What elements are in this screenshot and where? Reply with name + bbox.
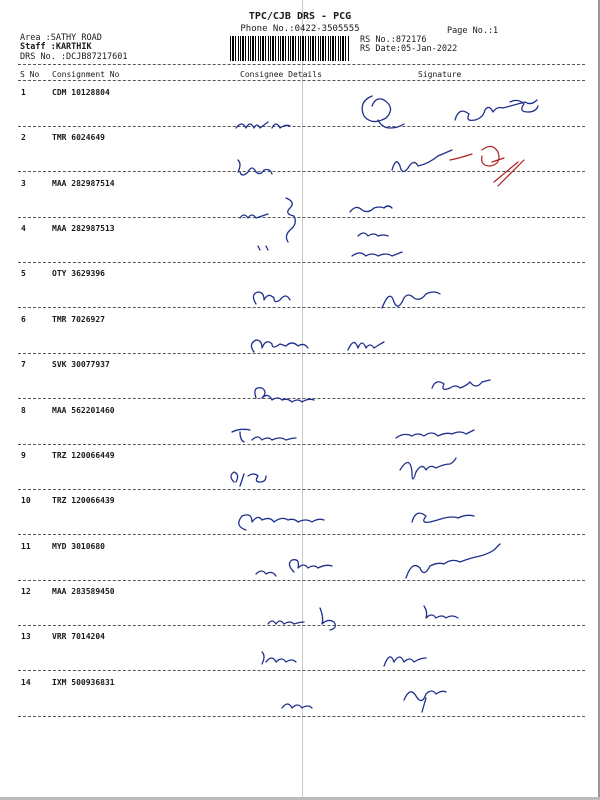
row-consignment-number: TMR 6024649 [52, 133, 105, 142]
rs-number: RS No.:872176 [360, 35, 427, 45]
column-header-consignee: Consignee Details [240, 70, 322, 79]
row-serial-number: 13 [21, 632, 31, 641]
row-divider [18, 398, 585, 399]
row-divider [18, 444, 585, 445]
header-rule-top [18, 64, 585, 65]
row-serial-number: 5 [21, 269, 26, 278]
row-serial-number: 11 [21, 542, 31, 551]
row-consignment-number: TRZ 120066449 [52, 451, 115, 460]
row-divider [18, 534, 585, 535]
row-serial-number: 8 [21, 406, 26, 415]
row-serial-number: 10 [21, 496, 31, 505]
staff-field: Staff :KARTHIK [20, 42, 92, 52]
row-consignment-number: CDM 10128804 [52, 88, 110, 97]
barcode [230, 36, 350, 61]
row-consignment-number: TMR 7026927 [52, 315, 105, 324]
row-consignment-number: MAA 282987513 [52, 224, 115, 233]
row-serial-number: 14 [21, 678, 31, 687]
row-divider [18, 670, 585, 671]
column-header-sno: S No [20, 70, 40, 79]
row-serial-number: 4 [21, 224, 26, 233]
rs-date: RS Date:05-Jan-2022 [360, 44, 458, 54]
row-consignment-number: SVK 30077937 [52, 360, 110, 369]
row-divider [18, 171, 585, 172]
row-consignment-number: MAA 283589450 [52, 587, 115, 596]
area-field: Area :SATHY ROAD [20, 33, 102, 43]
row-consignment-number: MAA 562201460 [52, 406, 115, 415]
row-divider [18, 353, 585, 354]
row-serial-number: 7 [21, 360, 26, 369]
row-divider [18, 217, 585, 218]
row-consignment-number: VRR 7014204 [52, 632, 105, 641]
row-serial-number: 2 [21, 133, 26, 142]
row-serial-number: 3 [21, 179, 26, 188]
column-header-consignment: Consignment No [52, 70, 120, 79]
phone-number: Phone No.:0422-3505555 [240, 24, 360, 34]
page-number: Page No.:1 [447, 26, 499, 36]
row-divider [18, 625, 585, 626]
row-consignment-number: MYD 3010680 [52, 542, 105, 551]
row-serial-number: 12 [21, 587, 31, 596]
drs-number: DRS No. :DCJB87217601 [20, 52, 128, 62]
row-divider [18, 489, 585, 490]
row-consignment-number: TRZ 120066439 [52, 496, 115, 505]
row-consignment-number: IXM 500936831 [52, 678, 115, 687]
row-divider [18, 126, 585, 127]
column-header-signature: Signature [418, 70, 462, 79]
row-divider [18, 262, 585, 263]
row-serial-number: 9 [21, 451, 26, 460]
row-consignment-number: OTY 3629396 [52, 269, 105, 278]
row-serial-number: 1 [21, 88, 26, 97]
row-divider [18, 580, 585, 581]
row-serial-number: 6 [21, 315, 26, 324]
row-divider [18, 307, 585, 308]
document-title: TPC/CJB DRS - PCG [248, 11, 352, 22]
header-rule-bottom [18, 80, 585, 81]
paper-fold-line [302, 0, 303, 800]
row-divider [18, 716, 585, 717]
row-consignment-number: MAA 282987514 [52, 179, 115, 188]
